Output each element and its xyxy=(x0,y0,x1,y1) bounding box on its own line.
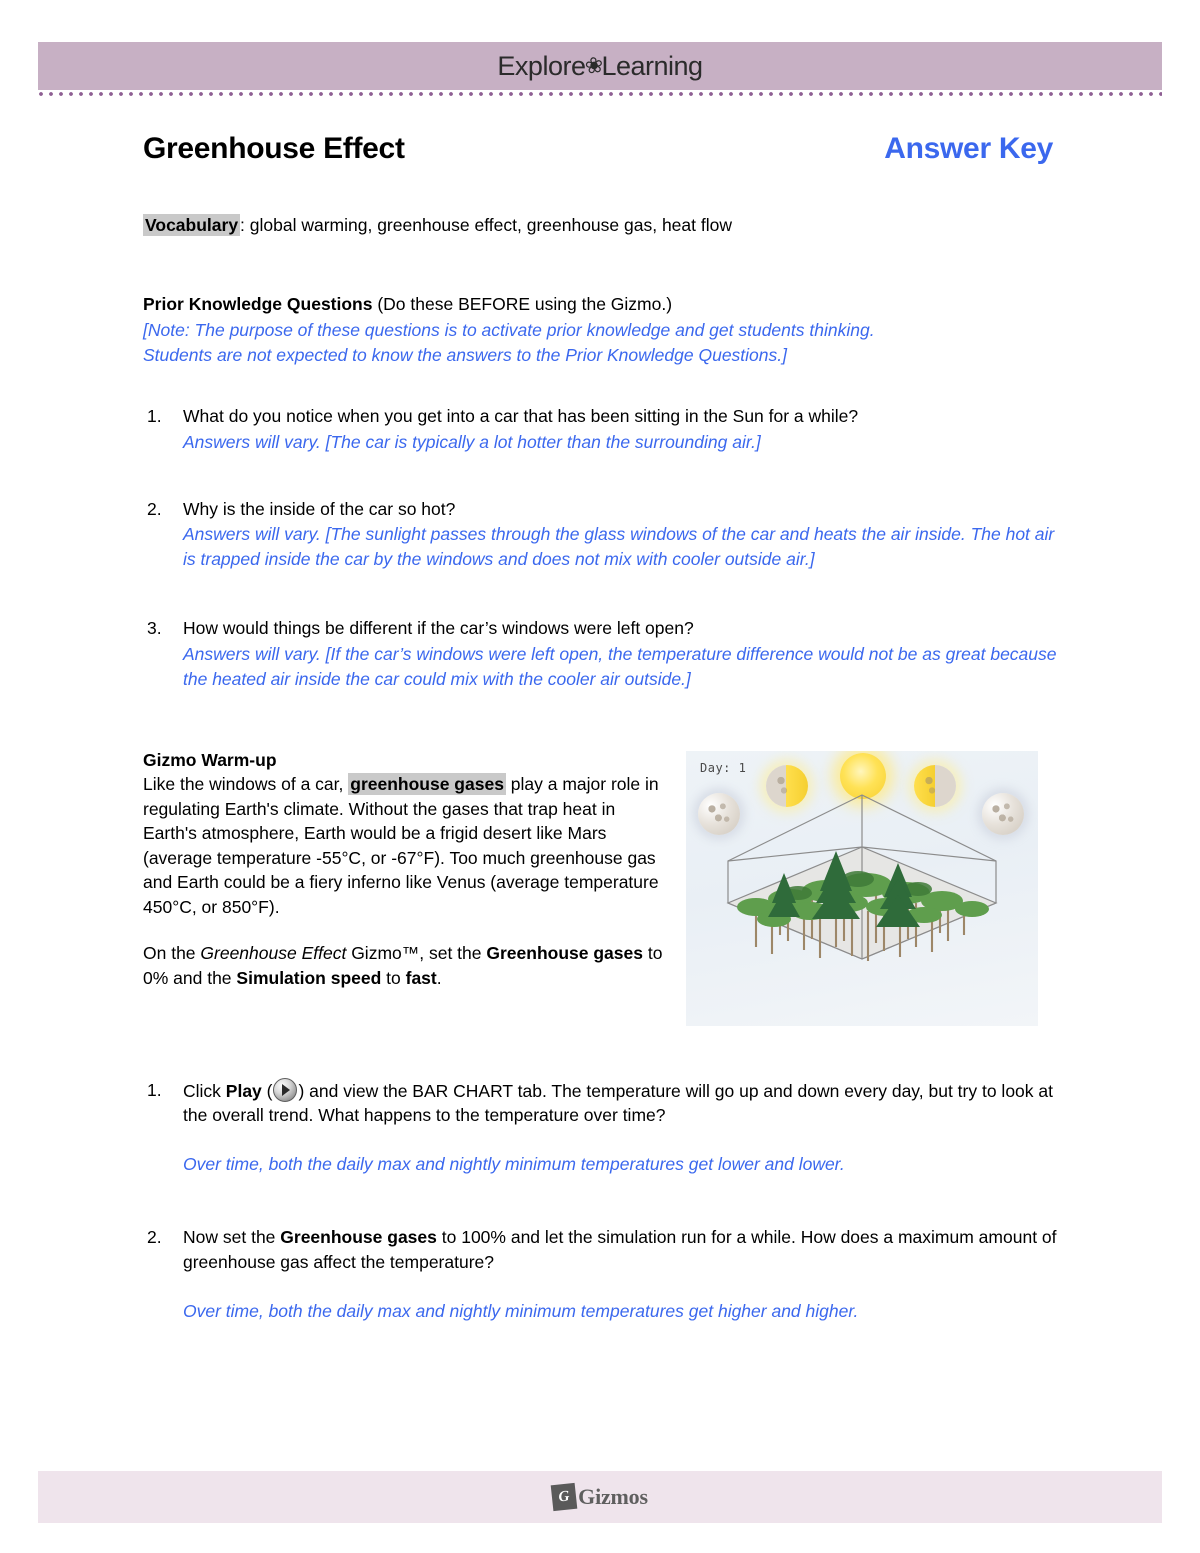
question-number: 3. xyxy=(147,618,162,639)
prior-knowledge-question-list xyxy=(143,404,1059,692)
vocabulary-line xyxy=(143,214,1059,238)
prior-knowledge-heading-rest: (Do these BEFORE using the Gizmo.) xyxy=(372,293,673,314)
wq2-part-b: to 100% and let the simulation run for a while. How does a maximum amount of greenhouse gas affect the temperature? xyxy=(183,1227,1057,1272)
question-text: What do you notice when you get into a car that has been sitting in the Sun for a while? xyxy=(183,405,859,426)
wq1-part-a: Click xyxy=(183,1080,226,1101)
answer-text: Answers will vary. [If the car’s windows were left open, the temperature difference would not be as great because the heated air inside the car could mix with the cooler air outside.] xyxy=(183,643,1057,689)
question-text xyxy=(183,1078,1059,1129)
prior-knowledge-question-1 xyxy=(143,404,1059,455)
prior-knowledge-note xyxy=(143,318,1059,368)
answer-key-label: Answer Key xyxy=(884,132,1053,165)
isometric-terrarium-illustration xyxy=(686,751,1038,1026)
greenhouse-gases-control-label: Greenhouse gases xyxy=(280,1227,437,1248)
warmup-p2-part-c: to 0% and the xyxy=(143,943,663,988)
question-number: 2. xyxy=(147,498,162,519)
page-title: Greenhouse Effect xyxy=(143,132,405,165)
greenhouse-effect-gizmo-screenshot xyxy=(686,751,1038,1026)
simulation-speed-control-label: Simulation speed xyxy=(236,967,382,988)
warmup-p2-part-a: On the xyxy=(143,943,201,964)
explorelearning-logo xyxy=(497,51,702,82)
gizmos-mark-icon: G xyxy=(551,1483,578,1511)
wq1-part-b: ( xyxy=(261,1080,273,1101)
question-number: 2. xyxy=(147,1227,162,1248)
note-line-2: Students are not expected to know the answers to the Prior Knowledge Questions.] xyxy=(143,344,787,365)
answer-text: Answers will vary. [The car is typically a lot hotter than the surrounding air.] xyxy=(183,431,761,452)
warmup-p1-part-b: play a major role in regulating Earth's climate. Without the gases that trap heat in Earth's atmosphere, Earth would be a frigid desert like Mars (average temperature -55°C, or -67°F). Too much greenhouse gas and Earth could be a fiery inferno like Venus (average temperature 450°C, or 850°F). xyxy=(143,774,659,917)
vocabulary-terms: global warming, greenhouse effect, greenhouse gas, heat flow xyxy=(249,215,732,235)
gizmo-warmup-heading: Gizmo Warm-up xyxy=(143,749,277,770)
brand-learning-text: Learning xyxy=(601,50,703,81)
title-row xyxy=(143,132,1059,166)
document-body xyxy=(143,132,1059,1324)
question-text xyxy=(183,1225,1059,1275)
prior-knowledge-question-3 xyxy=(143,616,1059,692)
gizmo-warmup-text xyxy=(143,748,663,991)
warmup-p2-part-b: Gizmo™, set the xyxy=(346,943,487,964)
wq2-part-a: Now set the xyxy=(183,1227,281,1248)
note-line-1: [Note: The purpose of these questions is to activate prior knowledge and get students thinking. xyxy=(143,320,875,341)
prior-knowledge-heading-bold: Prior Knowledge Questions xyxy=(143,293,373,314)
gizmos-logo xyxy=(552,1484,648,1510)
gizmo-day-counter: Day: 1 xyxy=(700,760,747,775)
gizmo-warmup-question-2 xyxy=(143,1225,1059,1324)
vocabulary-separator: : xyxy=(240,215,250,235)
question-number: 1. xyxy=(147,405,162,426)
greenhouse-gases-control-label: Greenhouse gases xyxy=(486,943,643,964)
brand-flourish-icon: ❀ xyxy=(583,51,605,79)
greenhouse-gases-highlight: greenhouse gases xyxy=(350,774,504,795)
play-button-label: Play xyxy=(225,1080,262,1101)
warmup-p2-part-d: to xyxy=(381,967,406,988)
prior-knowledge-heading xyxy=(143,292,1059,317)
prior-knowledge-question-2 xyxy=(143,497,1059,573)
wq1-part-c: ) and view the BAR CHART tab. The temperature will go up and down every day, but try to look at the overall trend. What happens to the temperature over time? xyxy=(183,1080,1053,1126)
gizmo-warmup-question-1 xyxy=(143,1078,1059,1178)
gizmo-warmup-section xyxy=(143,748,1059,1038)
gizmo-warmup-question-list xyxy=(143,1078,1059,1324)
answer-text: Over time, both the daily max and nightly minimum temperatures get lower and lower. xyxy=(183,1154,845,1175)
question-number: 1. xyxy=(147,1079,162,1100)
warmup-p1-part-a: Like the windows of a car, xyxy=(143,774,349,795)
fast-value-label: fast xyxy=(405,967,437,988)
gizmo-warmup-paragraph-1 xyxy=(143,772,663,919)
answer-text: Over time, both the daily max and nightly minimum temperatures get higher and higher. xyxy=(183,1300,859,1321)
vocabulary-label: Vocabulary xyxy=(145,215,239,235)
question-text: Why is the inside of the car so hot? xyxy=(183,498,456,519)
gizmos-wordmark: Gizmos xyxy=(578,1484,648,1509)
play-icon[interactable] xyxy=(273,1078,297,1102)
question-text: How would things be different if the car’s windows were left open? xyxy=(183,618,694,639)
answer-text: Answers will vary. [The sunlight passes through the glass windows of the car and heats the air inside. The hot air is trapped inside the car by the windows and does not mix with cooler outside air.] xyxy=(183,524,1055,570)
header-dotted-divider xyxy=(38,90,1162,98)
gizmo-warmup-paragraph-2 xyxy=(143,941,663,990)
brand-explore-text: Explore xyxy=(497,50,586,81)
gizmo-name-italic: Greenhouse Effect xyxy=(200,943,347,964)
page-footer-band xyxy=(38,1471,1162,1523)
page-header-band xyxy=(38,42,1162,90)
warmup-p2-part-e: . xyxy=(436,967,442,988)
